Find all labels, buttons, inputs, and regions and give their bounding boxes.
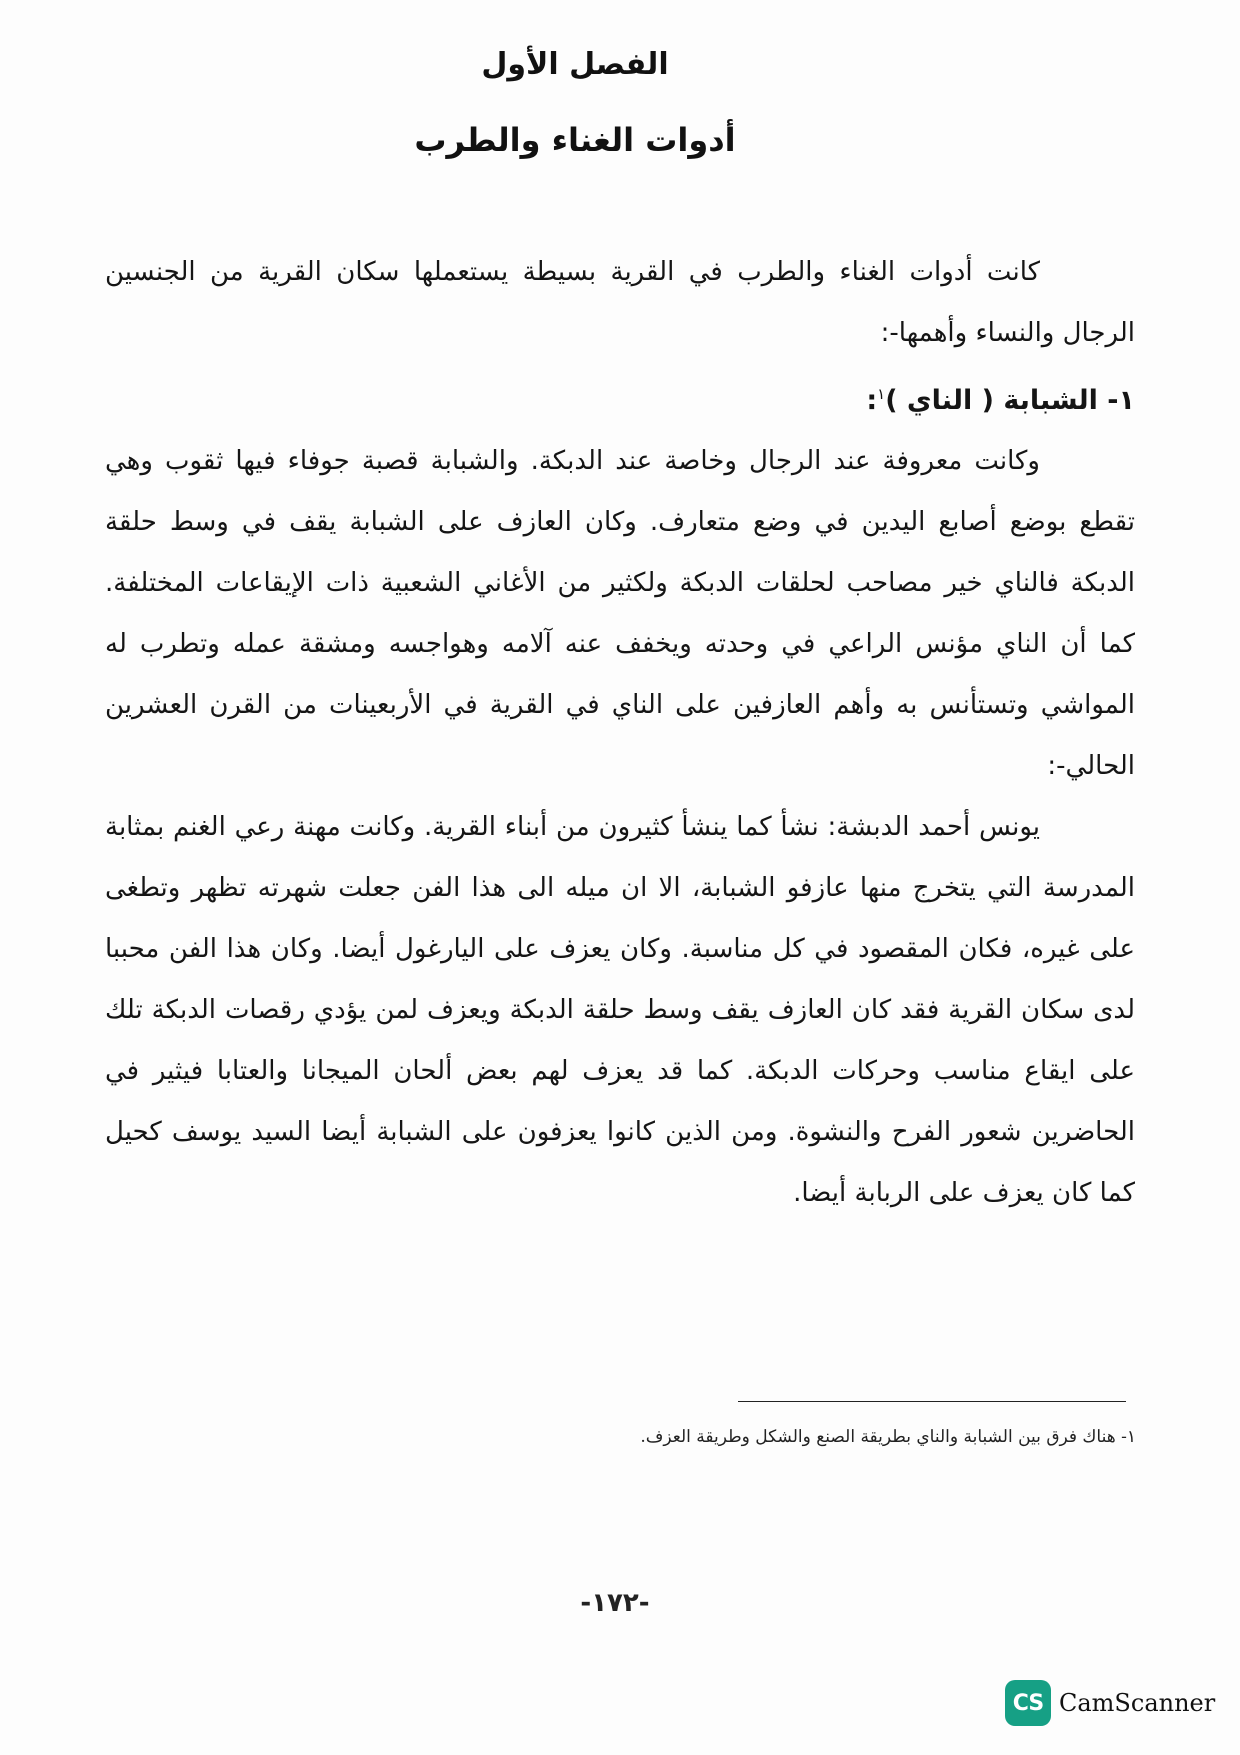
intro-paragraph: كانت أدوات الغناء والطرب في القرية بسيطة يستعملها سكان القرية من الجنسين الرجال والنساء وأهمها-: bbox=[105, 257, 1135, 348]
footnote-marker: ١ bbox=[877, 385, 886, 403]
camscanner-logo-icon: CS bbox=[1005, 1680, 1051, 1726]
section-heading-text: ١- الشبابة ( الناي ) bbox=[885, 385, 1135, 416]
footnote-divider bbox=[738, 1401, 1126, 1402]
paragraph-shababa: وكانت معروفة عند الرجال وخاصة عند الدبكة. والشبابة قصبة جوفاء فيها ثقوب وهي تقطع بوضع أصابع اليدين في وضع متعارف. وكان العازف على الشبابة يقف في وسط حلقة الدبكة فالناي خير مصاحب لحلقات الدبكة ولكثير من الأغاني الشعبية ذات الإيقاعات المختلفة. كما أن الناي مؤنس الراعي في وحدته ويخفف عنه آلامه وهواجسه ومشقة عمله وتطرب له المواشي وتستأنس به وأهم العازفين على الناي في القرية في الأربعينات من القرن العشرين الحالي-: bbox=[105, 446, 1135, 781]
section-heading-colon: : bbox=[866, 385, 878, 416]
page-number: -١٧٢- bbox=[580, 1588, 650, 1618]
chapter-title: الفصل الأول bbox=[481, 47, 669, 82]
camscanner-brand: CamScanner bbox=[1059, 1689, 1216, 1717]
body-text bbox=[105, 242, 1135, 1224]
footnote: ١- هناك فرق بين الشبابة والناي بطريقة الصنع والشكل وطريقة العزف. bbox=[640, 1427, 1136, 1447]
chapter-subtitle: أدوات الغناء والطرب bbox=[414, 121, 736, 159]
paragraph-younis: يونس أحمد الدبشة: نشأ كما ينشأ كثيرون من أبناء القرية. وكانت مهنة رعي الغنم بمثابة المدرسة التي يتخرج منها عازفو الشبابة، الا ان ميله الى هذا الفن جعلت شهرته تظهر وتطغى على غيره، فكان المقصود في كل مناسبة. وكان يعزف على اليارغول أيضا. وكان هذا الفن محببا لدى سكان القرية فقد كان العازف يقف وسط حلقة الدبكة ويعزف لمن يؤدي رقصات الدبكة تلك على ايقاع مناسب وحركات الدبكة. كما قد يعزف لهم بعض ألحان الميجانا والعتابا فيثير في الحاضرين شعور الفرح والنشوة. ومن الذين كانوا يعزفون على الشبابة أيضا السيد يوسف كحيل كما كان يعزف على الربابة أيضا. bbox=[105, 812, 1135, 1208]
camscanner-watermark bbox=[1005, 1680, 1215, 1726]
section-heading bbox=[105, 364, 1135, 431]
